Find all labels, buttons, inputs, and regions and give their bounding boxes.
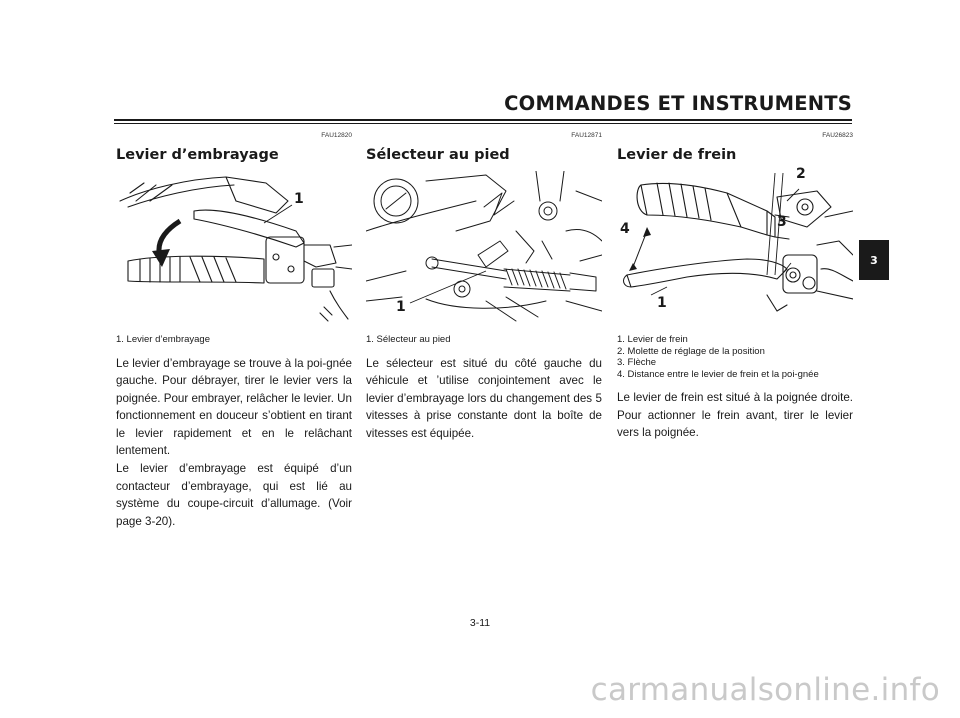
brake-lever-illustration: [617, 166, 853, 323]
caption-item: 1. Sélecteur au pied: [366, 334, 451, 345]
header-rule: [114, 119, 852, 121]
section-clutch-lever: [116, 131, 352, 530]
section-title: Sélecteur au pied: [366, 147, 510, 163]
clutch-lever-drawing: [116, 171, 352, 323]
figure-caption: [116, 334, 352, 346]
figure-callout: 1: [294, 191, 304, 207]
figure-callout: 1: [657, 295, 667, 311]
chapter-tab[interactable]: 3: [859, 240, 889, 280]
page-number: 3-11: [469, 617, 491, 629]
watermark-text[interactable]: carmanualsonline.info: [590, 672, 940, 708]
clutch-lever-illustration: [116, 171, 352, 323]
caption-item: 1. Levier de frein: [617, 334, 688, 345]
section-body: [116, 355, 352, 531]
section-title: Levier d’embrayage: [116, 147, 279, 163]
section-shift-pedal: [366, 131, 602, 442]
caption-item: 3. Flèche: [617, 357, 657, 368]
section-body: [366, 355, 602, 443]
section-code: FAU26823: [822, 132, 853, 139]
body-paragraph: Le sélecteur est situé du côté gauche du véhicule et ’utilise conjointement avec le levier d’embrayage lors du changement des 5 vitesses à prise constante dont la boîte de vitesses est équipée.: [366, 356, 602, 440]
chapter-title: COMMANDES ET INSTRUMENTS: [504, 92, 852, 115]
figure-caption: [366, 334, 602, 346]
body-paragraph: Le levier d’embrayage se trouve à la poi-gnée gauche. Pour débrayer, tirer le levier vers la poignée. Pour embrayer, relâcher le levier. Un fonctionnement en douceur s’obtient en tirant le levier rapidement et en le relâchant lentement.: [116, 356, 352, 458]
section-brake-lever: [617, 131, 853, 442]
figure-callout: 3: [777, 214, 787, 230]
caption-item: 1. Levier d’embrayage: [116, 334, 210, 345]
brake-lever-drawing: [617, 171, 853, 323]
section-title: Levier de frein: [617, 147, 737, 163]
header-rule-thin: [114, 123, 852, 124]
figure-callout: 2: [796, 166, 806, 182]
section-body: [617, 389, 853, 442]
body-paragraph: Le levier de frein est situé à la poignée droite. Pour actionner le frein avant, tirer le levier vers la poignée.: [617, 391, 853, 440]
caption-item: 4. Distance entre le levier de frein et la poi-gnée: [617, 368, 819, 380]
section-code: FAU12871: [571, 132, 602, 139]
figure-callout: 4: [620, 221, 630, 237]
caption-item: 2. Molette de réglage de la position: [617, 345, 765, 357]
section-code: FAU12820: [321, 132, 352, 139]
shift-pedal-illustration: [366, 171, 602, 323]
figure-callout: 1: [396, 299, 406, 315]
body-paragraph: Le levier d’embrayage est équipé d’un contacteur d’embrayage, qui est lié au système du coupe-circuit d’allumage. (Voir page 3-20).: [116, 462, 352, 528]
figure-caption: [617, 334, 853, 380]
